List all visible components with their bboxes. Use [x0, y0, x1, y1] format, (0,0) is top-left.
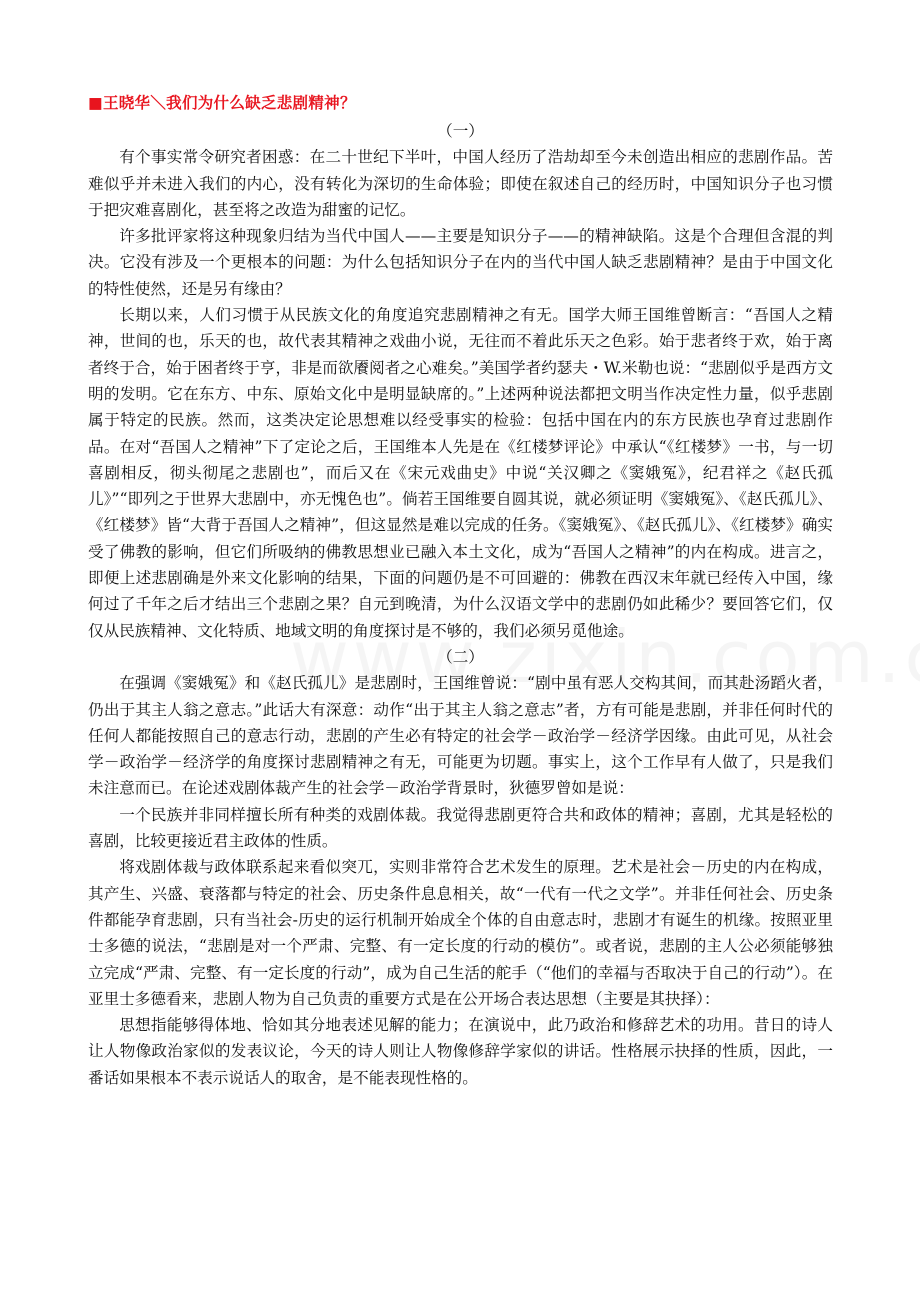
paragraph: 将戏剧体裁与政体联系起来看似突兀，实则非常符合艺术发生的原理。艺术是社会－历史的内在构成，其产生、兴盛、衰落都与特定的社会、历史条件息息相关，故“一代有一代之文学”。并非任何社会、历史条件都能孕育悲剧，只有当社会-历史的运行机制开始成全个体的自由意志时，悲剧才有诞生的机缘。按照亚里士多德的说法，“悲剧是对一个严肃、完整、有一定长度的行动的模仿”。或者说，悲剧的主人公必须能够独立完成“严肃、完整、有一定长度的行动”，成为自己生活的舵手（“他们的幸福与否取决于自己的行动”）。在亚里士多德看来，悲剧人物为自己负责的重要方式是在公开场合表达思想（主要是其抉择）：: [88, 858, 833, 1008]
paragraph: 有个事实常令研究者困惑：在二十世纪下半叶，中国人经历了浩劫却至今未创造出相应的悲剧作品。苦难似乎并未进入我们的内心，没有转化为深切的生命体验；即使在叙述自己的经历时，中国知识分子也习惯于把灾难喜剧化，甚至将之改造为甜蜜的记忆。: [88, 148, 833, 219]
section-heading-1: （一）: [437, 122, 484, 140]
quote-paragraph: 一个民族并非同样擅长所有种类的戏剧体裁。我觉得悲剧更符合共和政体的精神；喜剧，尤其是轻松的喜剧，比较更接近君主政体的性质。: [88, 805, 833, 851]
paragraph: 长期以来，人们习惯于从民族文化的角度追究悲剧精神之有无。国学大师王国维曾断言：“吾国人之精神，世间的也，乐天的也，故代表其精神之戏曲小说，无往而不着此乐天之色彩。始于悲者终于欢，始于离者终于合，始于困者终于亨，非是而欲餍阅者之心难矣。”美国学者约瑟夫・W.米勒也说：“悲剧似乎是西方文明的发明。它在东方、中东、原始文化中是明显缺席的。”上述两种说法都把文明当作决定性力量，似乎悲剧属于特定的民族。然而，这类决定论思想难以经受事实的检验：包括中国在内的东方民族也孕育过悲剧作品。在对“吾国人之精神”下了定论之后，王国维本人先是在《红楼梦评论》中承认“《红楼梦》一书，与一切喜剧相反，彻头彻尾之悲剧也”，而后又在《宋元戏曲史》中说“关汉卿之《窦娥冤》，纪君祥之《赵氏孤儿》”“即列之于世界大悲剧中，亦无愧色也”。倘若王国维要自圆其说，就必须证明《窦娥冤》、《赵氏孤儿》、《红楼梦》皆“大背于吾国人之精神”，但这显然是难以完成的任务。《窦娥冤》、《赵氏孤儿》、《红楼梦》确实受了佛教的影响，但它们所吸纳的佛教思想业已融入本土文化，成为“吾国人之精神”的内在构成。进言之，即便上述悲剧确是外来文化影响的结果，下面的问题仍是不可回避的：佛教在西汉末年就已经传入中国，缘何过了千年之后才结出三个悲剧之果？自元到晚清，为什么汉语文学中的悲剧仍如此稀少？要回答它们，仅仅从民族精神、文化特质、地域文明的角度探讨是不够的，我们必须另觅他途。: [88, 306, 833, 640]
paragraph: 许多批评家将这种现象归结为当代中国人——主要是知识分子——的精神缺陷。这是个合理但含混的判决。它没有涉及一个更根本的问题：为什么包括知识分子在内的当代中国人缺乏悲剧精神？是由于中国文化的特性使然，还是另有缘由？: [88, 227, 833, 298]
article-title: ■王晓华＼我们为什么缺乏悲剧精神？: [88, 94, 356, 112]
quote-paragraph: 思想指能够得体地、恰如其分地表述见解的能力；在演说中，此乃政治和修辞艺术的功用。昔日的诗人让人物像政治家似的发表议论，今天的诗人则让人物像修辞学家似的讲话。性格展示抉择的性质，因此，一番话如果根本不表示说话人的取舍，是不能表现性格的。: [88, 1016, 833, 1087]
section-heading-2: （二）: [437, 647, 484, 666]
paragraph: 在强调《窦娥冤》和《赵氏孤儿》是悲剧时，王国维曾说：“剧中虽有恶人交构其间，而其赴汤蹈火者，仍出于其主人翁之意志。”此话大有深意：动作“出于其主人翁之意志”者，方有可能是悲剧，并非任何时代的任何人都能按照自己的意志行动，悲剧的产生必有特定的社会学－政治学－经济学因缘。由此可见，从社会学－政治学－经济学的角度探讨悲剧精神之有无，可能更为切题。事实上，这个工作早有人做了，只是我们未注意而已。在论述戏剧体裁产生的社会学－政治学背景时，狄德罗曾如是说：: [88, 674, 833, 798]
article-body: [88, 118, 833, 1091]
